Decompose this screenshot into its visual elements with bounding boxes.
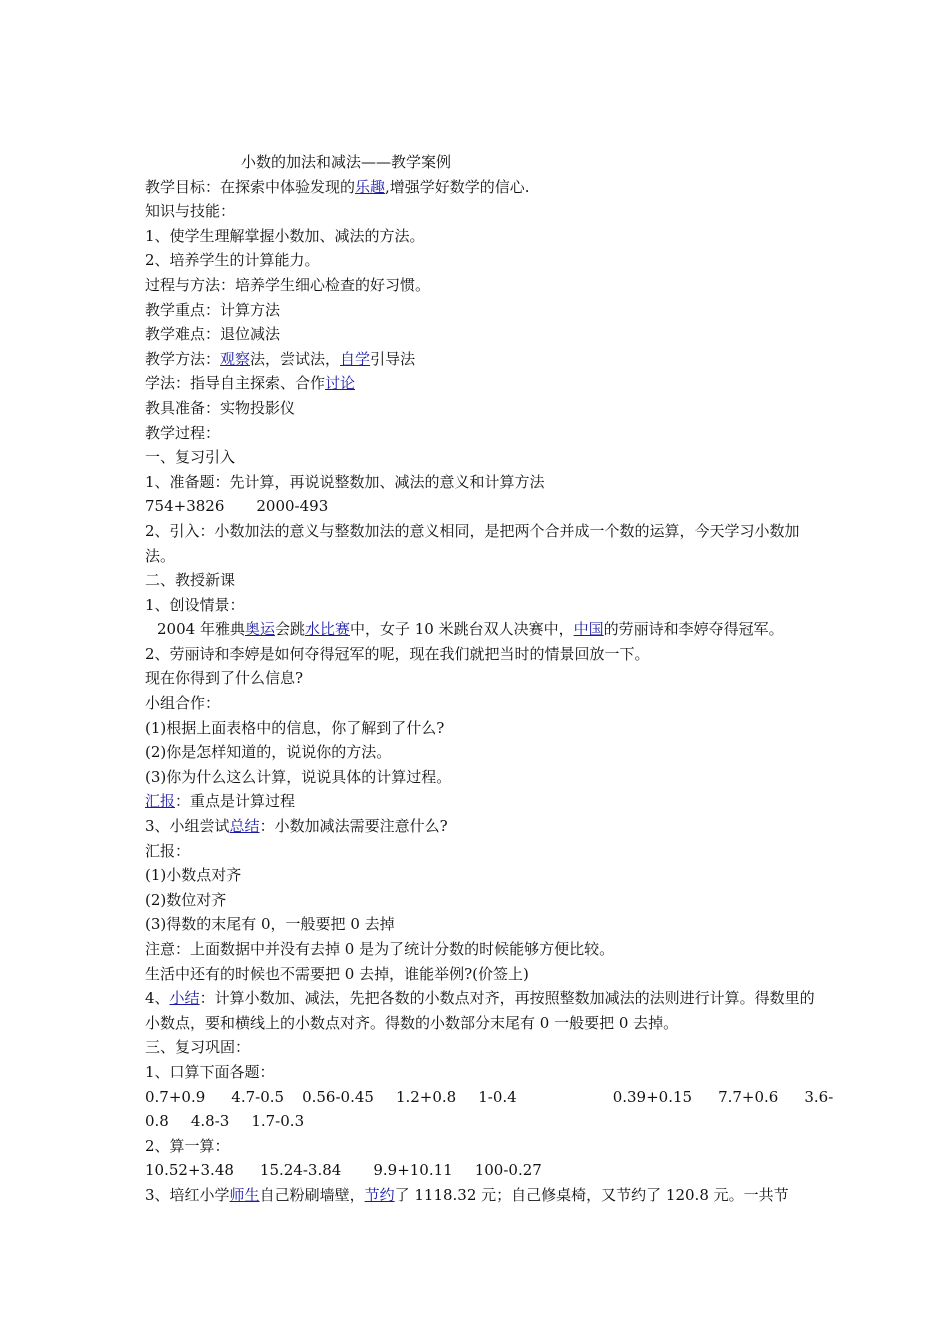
- document-body: [145, 150, 834, 1208]
- exercise-line: [145, 1109, 815, 1134]
- exercise: 100-0.27: [474, 1161, 542, 1180]
- list-item: (1)根据上面表格中的信息，你了解到了什么?: [145, 718, 445, 737]
- link-le-qu[interactable]: 乐趣: [355, 177, 386, 196]
- exercise: 1.7-0.3: [251, 1112, 305, 1131]
- list-item: 2、劳丽诗和李婷是如何夺得冠军的呢，现在我们就把当时的情景回放一下。: [145, 644, 650, 663]
- link-zi-xue[interactable]: 自学: [340, 349, 371, 368]
- word-problem: [145, 1183, 815, 1208]
- exercise: 1-0.4: [478, 1087, 517, 1106]
- text: ,增强学好数学的信心.: [385, 177, 530, 196]
- text: 教学方法：: [145, 349, 221, 368]
- document-title: 小数的加法和减法——教学案例: [241, 153, 452, 171]
- report-line: [145, 789, 815, 814]
- scenario-paragraph: [145, 617, 815, 642]
- section-heading: 一、复习引入: [145, 448, 236, 467]
- link-zhong-guo[interactable]: 中国: [573, 620, 604, 639]
- exercise-line: [145, 494, 815, 519]
- learning-method: [145, 371, 815, 396]
- teaching-goal: [145, 175, 815, 200]
- exercise: 754+3826: [145, 497, 225, 516]
- text: 会跳: [274, 620, 305, 639]
- exercise: 9.9+10.11: [373, 1161, 453, 1180]
- link-hui-bao[interactable]: 汇报: [145, 792, 176, 811]
- exercise: 15.24-3.84: [259, 1161, 342, 1180]
- list-item: 1、准备题：先计算，再说说整数加、减法的意义和计算方法: [145, 472, 545, 491]
- text: 3、小组尝试: [145, 817, 230, 836]
- exercise-line: [145, 1158, 815, 1183]
- exercise: 3.6-: [804, 1087, 834, 1106]
- list-item: [145, 814, 815, 839]
- link-shui-bi-sai[interactable]: 水比赛: [304, 620, 350, 639]
- paragraph: 小组合作：: [145, 694, 221, 713]
- list-item: (2)数位对齐: [145, 890, 227, 909]
- text: 中，女子 10 米跳台双人决赛中，: [350, 620, 574, 639]
- section-knowledge: 知识与技能：: [145, 202, 236, 221]
- exercise: 4.7-0.5: [231, 1087, 285, 1106]
- list-item: (3)你为什么这么计算，说说具体的计算过程。: [145, 767, 452, 786]
- text: 学法：指导自主探索、合作: [145, 374, 326, 393]
- link-xiao-jie[interactable]: 小结: [169, 989, 200, 1008]
- text: 自己粉刷墙壁，: [259, 1185, 365, 1204]
- link-guan-cha[interactable]: 观察: [220, 349, 251, 368]
- exercise: 0.7+0.9: [145, 1087, 206, 1106]
- note: 注意：上面数据中并没有去掉 0 是为了统计分数的时候能够方便比较。: [145, 940, 615, 958]
- exercise: 0.56-0.45: [302, 1087, 374, 1106]
- exercise: 0.39+0.15: [612, 1087, 693, 1106]
- list-item: 1、使学生理解掌握小数加、减法的方法。: [145, 226, 425, 245]
- list-item: (1)小数点对齐: [145, 866, 242, 885]
- link-tao-lun[interactable]: 讨论: [325, 374, 356, 393]
- text: 了 1118.32 元；自己修桌椅，又节约了 120.8 元。一共节: [394, 1185, 789, 1204]
- text: ：重点是计算过程: [175, 792, 296, 811]
- text: 的劳丽诗和李婷夺得冠军。: [603, 620, 784, 639]
- list-item: 2、算一算：: [145, 1136, 230, 1155]
- text: ：计算小数加、减法，先把各数的小数点对齐，再按照整数加减法的法则进行计算。得数里的小数点，要和横线上的小数点对齐。得数的小数部分末尾有 0 一般要把 0 去掉。: [145, 989, 815, 1032]
- text: 法，尝试法，: [250, 349, 341, 368]
- section-heading: 二、教授新课: [145, 571, 236, 590]
- list-item: 1、口算下面各题：: [145, 1062, 275, 1081]
- list-item: 2、培养学生的计算能力。: [145, 251, 320, 270]
- text: 2004 年雅典: [157, 620, 245, 639]
- teaching-focus: 教学重点：计算方法: [145, 300, 281, 319]
- teaching-method: [145, 347, 815, 372]
- list-item: (2)你是怎样知道的，说说你的方法。: [145, 743, 392, 762]
- link-ao-yun[interactable]: 奥运: [244, 620, 275, 639]
- text: 教学目标：在探索中体验发现的: [145, 177, 356, 196]
- exercise: 1.2+0.8: [395, 1087, 457, 1106]
- link-jie-yue[interactable]: 节约: [364, 1185, 395, 1204]
- summary-paragraph: [145, 986, 815, 1035]
- teaching-difficulty: 教学难点：退位减法: [145, 325, 281, 344]
- text: 4、: [145, 989, 170, 1008]
- teaching-aids: 教具准备：实物投影仪: [145, 398, 296, 417]
- list-item: (3)得数的末尾有 0，一般要把 0 去掉: [145, 915, 395, 934]
- teaching-process: 教学过程：: [145, 423, 221, 442]
- exercise: 4.8-3: [190, 1112, 230, 1131]
- paragraph: 现在你得到了什么信息?: [145, 669, 304, 688]
- text: 引导法: [370, 349, 416, 368]
- exercise-line: [145, 1085, 834, 1110]
- section-heading: 三、复习巩固：: [145, 1038, 251, 1057]
- text: 3、培红小学: [145, 1185, 230, 1204]
- list-item: 1、创设情景：: [145, 595, 245, 614]
- exercise: 10.52+3.48: [145, 1161, 234, 1180]
- exercise: 2000-493: [256, 497, 329, 516]
- exercise: 0.8: [145, 1112, 169, 1131]
- link-shi-sheng[interactable]: 师生: [229, 1185, 260, 1204]
- link-zong-jie[interactable]: 总结: [229, 817, 260, 836]
- paragraph: 汇报：: [145, 841, 191, 860]
- exercise: 7.7+0.6: [718, 1087, 779, 1106]
- paragraph: 2、引入：小数加法的意义与整数加法的意义相同，是把两个合并成一个数的运算，今天学习小数加法。: [145, 521, 800, 565]
- text: ：小数加减法需要注意什么?: [259, 817, 448, 836]
- process-method: 过程与方法：培养学生细心检查的好习惯。: [145, 275, 431, 294]
- paragraph: 生活中还有的时候也不需要把 0 去掉，谁能举例?(价签上): [145, 964, 529, 983]
